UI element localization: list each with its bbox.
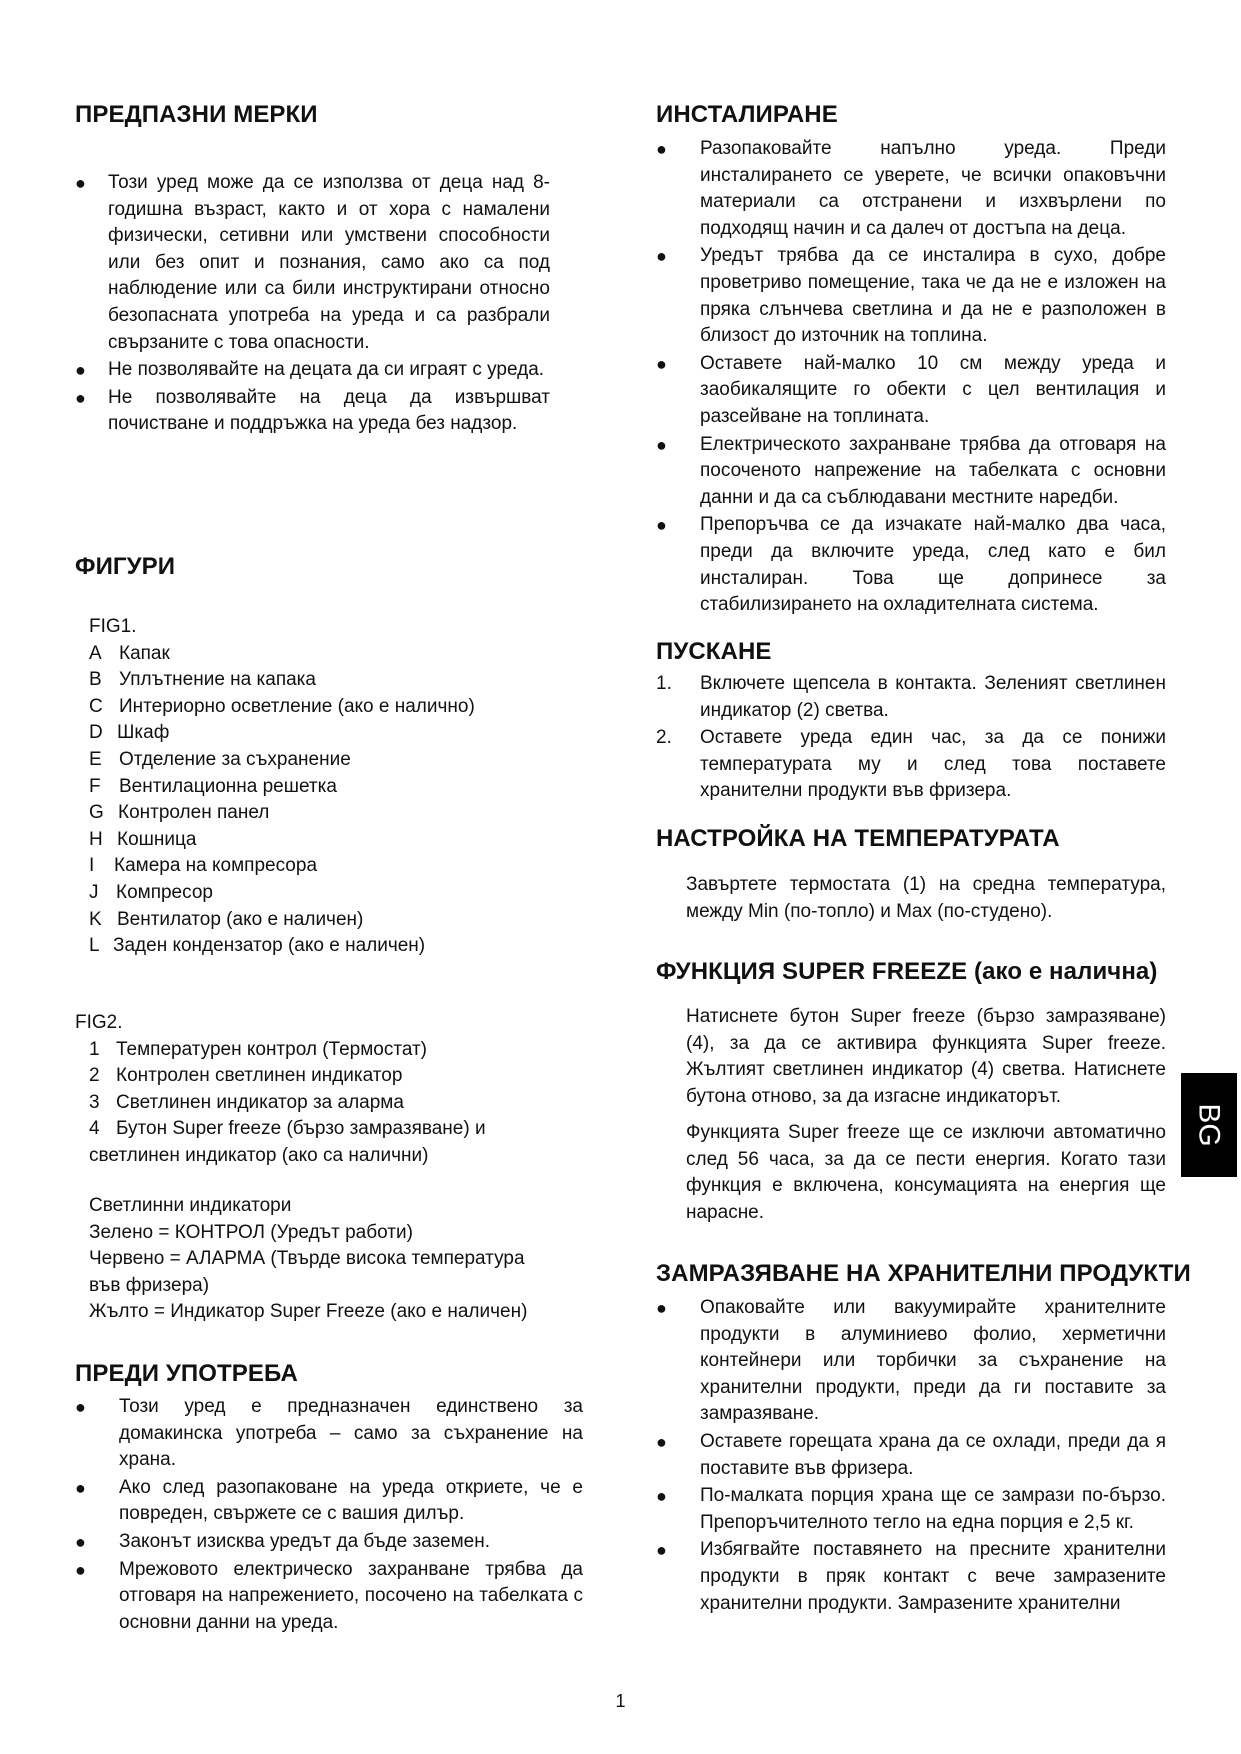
fig1-list <box>89 614 475 960</box>
indicator-red: Червено = АЛАРМА (Твърде висока температура <box>89 1248 525 1270</box>
fig1-item: D Шкаф <box>89 722 170 744</box>
fig1-item: H Кошница <box>89 828 197 850</box>
list-item: ● Мрежовото електрическо захранване трябва да отговаря на напрежението, посочено на табелката с основни данни на уреда. <box>75 1558 583 1633</box>
freezing-list <box>656 1295 1166 1618</box>
temperature-text: Завъртете термостата (1) на средна температура, между Min (по-топло) и Max (по-студено). <box>686 874 1166 922</box>
indicator-red-cont: във фризера) <box>89 1274 210 1296</box>
indicators-title: Светлинни индикатори <box>89 1195 292 1216</box>
page-number: 1 <box>615 1691 626 1711</box>
list-item: ● Ако след разопаковане на уреда откриете, че е повреден, свържете се с вашия дилър. <box>75 1476 583 1525</box>
list-item: ● Оставете горещата храна да се охлади, преди да я поставите във фризера. <box>656 1430 1166 1479</box>
fig1-label: FIG1. <box>89 616 137 637</box>
indicators-legend <box>89 1193 527 1326</box>
list-item: ● Електрическото захранване трябва да отговаря на посоченото напрежение на табелката с основни данни и да са съблюдавани местните наредби. <box>656 433 1166 508</box>
fig1-item: J Компресор <box>89 881 213 903</box>
fig2-item: 4 Бутон Super freeze (бързо замразяване) и <box>89 1118 486 1140</box>
fig1-item: C Интериорно осветление (ако е налично) <box>89 695 475 717</box>
startup-heading: ПУСКАНЕ <box>656 638 772 665</box>
list-item: ● Не позволявайте на деца да извършват почистване и поддръжка на уреда без надзор. <box>75 386 550 435</box>
fig1-item: G Контролен панел <box>89 802 270 824</box>
list-item: ● Този уред може да се използва от деца над 8-годишна възраст, както и от хора с намалени физически, сетивни или умствени способности или без опит и познания, само ако са под наблюдение или са били инструктирани относно безопасната употреба на уреда и са разбрали свързаните с това опасности. <box>75 172 550 353</box>
list-item: ● Уредът трябва да се инсталира в сухо, добре проветриво помещение, така че да не е изложен на пряка слънчева светлина и да не е разположен в близост до източник на топлина. <box>656 245 1166 347</box>
fig1-item: L Заден кондензатор (ако е наличен) <box>89 935 426 957</box>
super-freeze-text-2: Функцията Super freeze ще се изключи автоматично след 56 часа, за да се пести енергия. Когато тази функция е включена, консумацията на енергия ще нарасне. <box>686 1122 1166 1223</box>
list-item: ● Препоръчва се да изчакате най-малко два часа, преди да включите уреда, след като е бил инсталиран. Това ще допринесе за стабилизирането на охладителната система. <box>656 514 1166 616</box>
list-item: ● По-малката порция храна ще се замрази по-бързо. Препоръчителното тегло на една порция е 2,5 кг. <box>656 1485 1166 1533</box>
fig1-item: A Капак <box>89 642 170 664</box>
list-item: ● Законът изисква уредът да бъде заземен. <box>75 1530 491 1552</box>
freezing-heading: ЗАМРАЗЯВАНЕ НА ХРАНИТЕЛНИ ПРОДУКТИ <box>656 1260 1191 1287</box>
fig2-item: 3 Светлинен индикатор за аларма <box>89 1091 404 1113</box>
list-item: ● Не позволявайте на децата да си играят с уреда. <box>75 359 545 381</box>
fig1-item: B Уплътнение на капака <box>89 669 316 691</box>
indicator-yellow: Жълто = Индикатор Super Freeze (ако е наличен) <box>89 1301 528 1323</box>
list-item: 2. Оставете уреда един час, за да се понижи температурата му и след това поставете хранителни продукти във фризера. <box>656 727 1166 802</box>
precautions-heading: ПРЕДПАЗНИ МЕРКИ <box>75 101 318 128</box>
temperature-heading: НАСТРОЙКА НА ТЕМПЕРАТУРАТА <box>656 825 1060 852</box>
list-item: ● Опаковайте или вакуумирайте хранителните продукти в алуминиево фолио, херметични контейнери или торбички за съхранение на хранителни продукти, преди да ги поставите за замразяване. <box>656 1297 1166 1425</box>
fig1-item: E Отделение за съхранение <box>89 748 351 770</box>
fig2-list <box>75 1010 486 1170</box>
list-item: ● Този уред е предназначен единствено за домакинска употреба – само за съхранение на храна. <box>75 1396 583 1471</box>
fig2-item: 1 Температурен контрол (Термостат) <box>89 1038 428 1060</box>
fig2-label: FIG2. <box>75 1012 123 1033</box>
precautions-list <box>75 170 550 439</box>
fig1-item: I Камера на компресора <box>89 855 318 877</box>
list-item: ● Оставете най-малко 10 см между уреда и заобикалящите го обекти с цел вентилация и разсейване на топлината. <box>656 352 1166 427</box>
list-item: ● Разопаковайте напълно уреда. Преди инсталирането се уверете, че всички опаковъчни материали са отстранени и изхвърлени по подходящ начин и са далеч от достъпа на деца. <box>656 138 1166 239</box>
indicator-green: Зелено = КОНТРОЛ (Уредът работи) <box>89 1221 413 1243</box>
installation-heading: ИНСТАЛИРАНЕ <box>656 101 838 128</box>
list-item: ● Избягвайте поставянето на пресните хранителни продукти в пряк контакт с вече замразените хранителни продукти. Замразените хранителни <box>656 1539 1166 1614</box>
fig2-item: 2 Контролен светлинен индикатор <box>89 1065 403 1087</box>
fig2-continuation: светлинен индикатор (ако са налични) <box>89 1144 429 1166</box>
super-freeze-heading: ФУНКЦИЯ SUPER FREEZE (ако е налична) <box>656 958 1158 985</box>
super-freeze-text-1: Натиснете бутон Super freeze (бързо замразяване) (4), за да се активира функцията Super freeze. Жълтият светлинен индикатор (4) светва. Натиснете бутона отново, за да изгасне индикаторът. <box>686 1006 1166 1107</box>
installation-list <box>656 136 1166 620</box>
list-item: 1. Включете щепсела в контакта. Зеленият светлинен индикатор (2) светва. <box>656 673 1166 721</box>
language-tab-label: BG <box>1192 1103 1226 1147</box>
fig1-item: F Вентилационна решетка <box>89 775 337 797</box>
before-use-heading: ПРЕДИ УПОТРЕБА <box>75 1360 298 1387</box>
startup-list <box>656 671 1166 806</box>
figures-heading: ФИГУРИ <box>75 553 176 580</box>
before-use-list <box>75 1394 583 1637</box>
fig1-item: K Вентилатор (ако е наличен) <box>89 908 364 930</box>
